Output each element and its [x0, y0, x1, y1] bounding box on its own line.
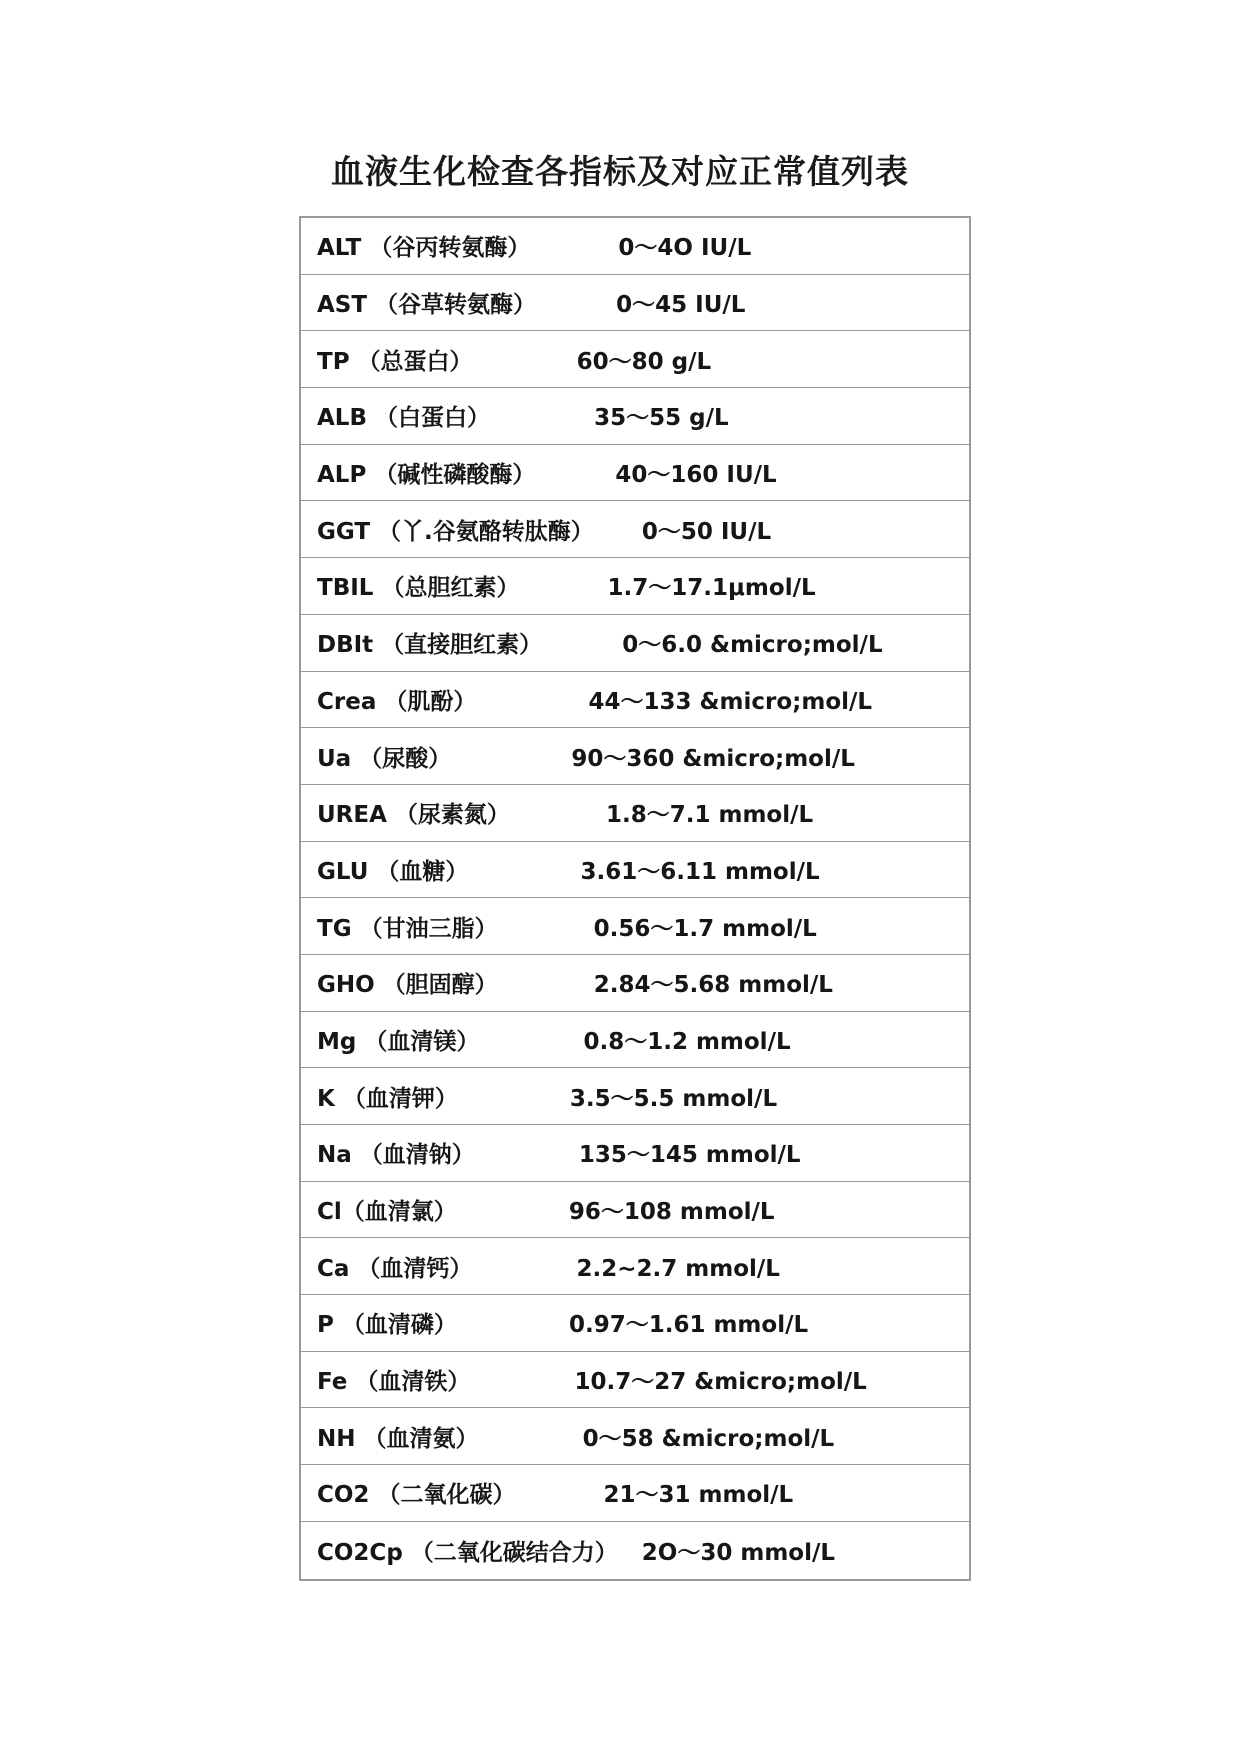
table-row	[301, 615, 969, 672]
table-row	[301, 1522, 969, 1579]
table-cell: TBIL （总胆红素） 1.7～17.1μmol/L	[317, 575, 816, 602]
table-cell: CO2Cp （二氧化碳结合力） 2O～30 mmol/L	[317, 1539, 836, 1566]
table-cell: Cl（血清氯） 96～108 mmol/L	[317, 1199, 775, 1226]
table-row	[301, 275, 969, 332]
table-row	[301, 842, 969, 899]
table-row	[301, 955, 969, 1012]
table-row	[301, 501, 969, 558]
table-cell: TP （总蛋白） 60～80 g/L	[317, 348, 712, 375]
document-title: 血液生化检查各指标及对应正常值列表	[331, 152, 909, 191]
table-row	[301, 1238, 969, 1295]
table-cell: TG （甘油三脂） 0.56～1.7 mmol/L	[317, 915, 817, 942]
table-row	[301, 1012, 969, 1069]
table-cell: GLU （血糖） 3.61～6.11 mmol/L	[317, 858, 820, 885]
table-row	[301, 445, 969, 502]
table-cell: Ua （尿酸） 90～360 &micro;mol/L	[317, 745, 855, 772]
table-row	[301, 1125, 969, 1182]
table-cell: Mg （血清镁） 0.8～1.2 mmol/L	[317, 1028, 791, 1055]
table-row	[301, 672, 969, 729]
table-row	[301, 728, 969, 785]
table-cell: ALP （碱性磷酸酶） 40～160 IU/L	[317, 462, 777, 489]
table-cell: Fe （血清铁） 10.7～27 &micro;mol/L	[317, 1369, 867, 1396]
table-cell: GHO （胆固醇） 2.84～5.68 mmol/L	[317, 972, 833, 999]
table-cell: AST （谷草转氨酶） 0～45 IU/L	[317, 292, 746, 319]
table-cell: ALB （白蛋白） 35～55 g/L	[317, 405, 729, 432]
table-cell: ALT （谷丙转氨酶） 0～4O IU/L	[317, 235, 752, 262]
table-row	[301, 898, 969, 955]
table-row	[301, 218, 969, 275]
table-cell: Crea （肌酚） 44～133 &micro;mol/L	[317, 688, 873, 715]
table-row	[301, 785, 969, 842]
table-row	[301, 1352, 969, 1409]
table-cell: Na （血清钠） 135～145 mmol/L	[317, 1142, 801, 1169]
table-cell: K （血清钾） 3.5～5.5 mmol/L	[317, 1085, 778, 1112]
table-row	[301, 1182, 969, 1239]
reference-table	[299, 216, 971, 1581]
table-row	[301, 1295, 969, 1352]
table-cell: UREA （尿素氮） 1.8～7.1 mmol/L	[317, 802, 814, 829]
table-row	[301, 1408, 969, 1465]
table-cell: P （血清磷） 0.97～1.61 mmol/L	[317, 1312, 809, 1339]
table-row	[301, 331, 969, 388]
table-cell: Ca （血清钙） 2.2~2.7 mmol/L	[317, 1255, 780, 1282]
table-cell: DBIt （直接胆红素） 0～6.0 &micro;mol/L	[317, 632, 883, 659]
table-cell: CO2 （二氧化碳） 21～31 mmol/L	[317, 1482, 794, 1509]
table-row	[301, 558, 969, 615]
table-cell: GGT （丫.谷氨酪转肽酶） 0～50 IU/L	[317, 518, 772, 545]
table-cell: NH （血清氨） 0～58 &micro;mol/L	[317, 1425, 835, 1452]
table-row	[301, 388, 969, 445]
table-row	[301, 1068, 969, 1125]
table-row	[301, 1465, 969, 1522]
